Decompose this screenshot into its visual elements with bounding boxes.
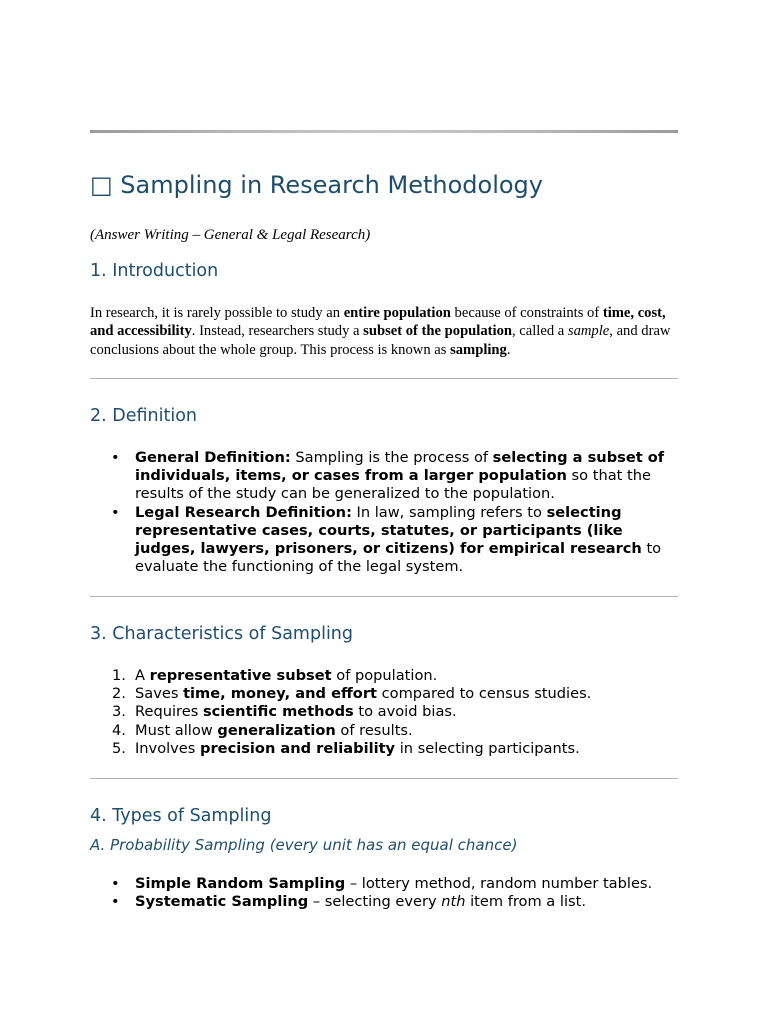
section-divider	[90, 378, 678, 379]
section-heading-introduction: 1. Introduction	[90, 261, 219, 281]
list-item: 5. Involves precision and reliability in selecting participants.	[112, 739, 580, 757]
bullet-marker: •	[111, 449, 120, 466]
probability-sampling-list	[90, 875, 678, 911]
page-title: □ Sampling in Research Methodology	[90, 171, 543, 199]
introduction-paragraph: In research, it is rarely possible to study an entire population because of constraints of time, cost, and accessibility. Instead, researchers study a subset of the population, called a sample, and draw conclusions about the whole group. This process is known as sampling.	[90, 305, 671, 358]
list-item: • General Definition: Sampling is the process of selecting a subset of individuals, items, or cases from a larger population so that the results of the study can be generalized to the population.	[111, 449, 665, 503]
characteristics-list	[90, 667, 678, 758]
section-heading-definition: 2. Definition	[90, 406, 197, 426]
section-divider	[90, 778, 678, 779]
list-item: 3. Requires scientific methods to avoid bias.	[112, 703, 457, 721]
bullet-marker: •	[111, 875, 120, 892]
list-item: • Legal Research Definition: In law, sampling refers to selecting representative cases, courts, statutes, or participants (like judges, lawyers, prisoners, or citizens) for empirical research to evaluate the functioning of the legal system.	[111, 503, 662, 576]
bullet-marker: •	[111, 503, 120, 521]
page-subtitle: (Answer Writing – General & Legal Research)	[90, 227, 371, 243]
section-heading-characteristics: 3. Characteristics of Sampling	[90, 624, 354, 644]
list-item: 1. A representative subset of population.	[112, 667, 438, 684]
list-item: • Systematic Sampling – selecting every nth item from a list.	[111, 893, 586, 911]
definition-list	[90, 449, 678, 576]
top-divider	[90, 130, 678, 133]
list-item: • Simple Random Sampling – lottery method, random number tables.	[111, 875, 653, 892]
section-divider	[90, 596, 678, 597]
bullet-marker: •	[111, 893, 120, 911]
list-item: 4. Must allow generalization of results.	[112, 721, 413, 739]
list-item: 2. Saves time, money, and effort compared to census studies.	[112, 685, 592, 703]
section-heading-types: 4. Types of Sampling	[90, 806, 272, 826]
subsection-heading-probability: A. Probability Sampling (every unit has an equal chance)	[90, 836, 518, 854]
